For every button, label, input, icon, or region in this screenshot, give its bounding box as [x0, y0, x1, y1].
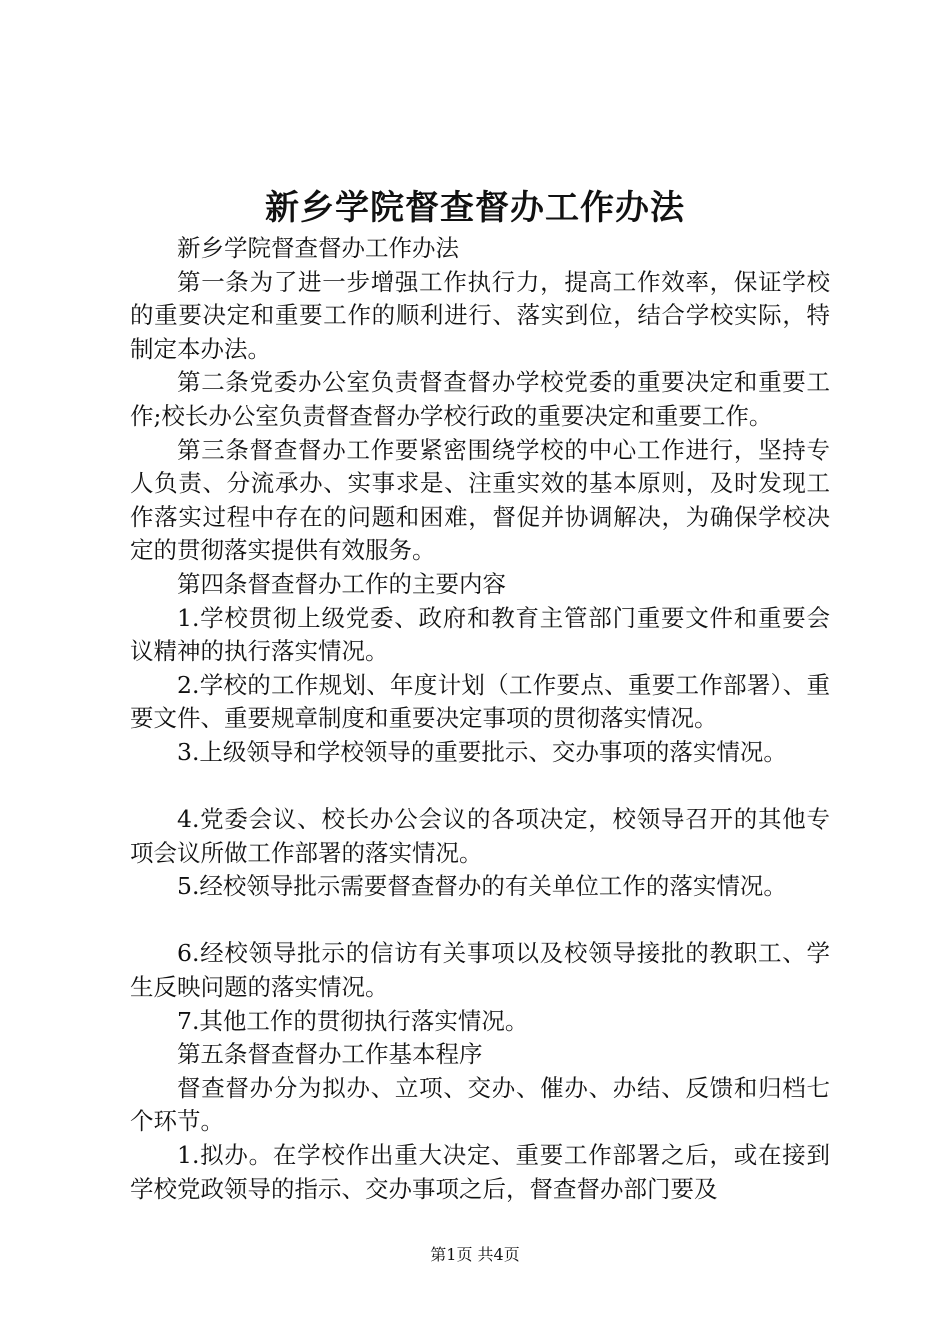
- document-title: 新乡学院督查督办工作办法: [265, 188, 685, 228]
- paragraph-item-6: 6.经校领导批示的信访有关事项以及校领导接批的教职工、学生反映问题的落实情况。: [130, 939, 830, 1002]
- document-body: [130, 232, 830, 1206]
- paragraph-article-5-heading: 第五条督查督办工作基本程序: [177, 1040, 483, 1069]
- page-footer: 第1页 共4页: [430, 1245, 520, 1264]
- paragraph-subtitle: 新乡学院督查督办工作办法: [177, 234, 459, 262]
- paragraph-item-5: 5.经校领导批示需要督查督办的有关单位工作的落实情况。: [177, 872, 787, 901]
- paragraph-article-3: 第三条督查督办工作要紧密围绕学校的中心工作进行，坚持专人负责、分流承办、实事求是、注重实效的基本原则，及时发现工作落实过程中存在的问题和困难，督促并协调解决，为确保学校决定的贯彻落实提供有效服务。: [130, 435, 830, 565]
- paragraph-article-4-heading: 第四条督查督办工作的主要内容: [177, 569, 506, 598]
- paragraph-item-2: 2.学校的工作规划、年度计划（工作要点、重要工作部署）、重要文件、重要规章制度和重要决定事项的贯彻落实情况。: [130, 670, 830, 733]
- paragraph-article-2: 第二条党委办公室负责督查督办学校党委的重要决定和重要工作;校长办公室负责督查督办学校行政的重要决定和重要工作。: [130, 368, 830, 430]
- paragraph-procedure-intro: 督查督办分为拟办、立项、交办、催办、办结、反馈和归档七个环节。: [130, 1073, 830, 1136]
- paragraph-item-4: 4.党委会议、校长办公会议的各项决定，校领导召开的其他专项会议所做工作部署的落实情况。: [130, 805, 830, 867]
- paragraph-item-3: 3.上级领导和学校领导的重要批示、交办事项的落实情况。: [177, 737, 787, 766]
- paragraph-item-1: 1.学校贯彻上级党委、政府和教育主管部门重要文件和重要会议精神的执行落实情况。: [130, 603, 830, 666]
- paragraph-article-1: 第一条为了进一步增强工作执行力，提高工作效率，保证学校的重要决定和重要工作的顺利进行、落实到位，结合学校实际，特制定本办法。: [130, 267, 830, 363]
- paragraph-procedure-1: 1.拟办。在学校作出重大决定、重要工作部署之后，或在接到学校党政领导的指示、交办事项之后，督查督办部门要及: [130, 1141, 830, 1203]
- paragraph-item-7: 7.其他工作的贯彻执行落实情况。: [177, 1006, 529, 1035]
